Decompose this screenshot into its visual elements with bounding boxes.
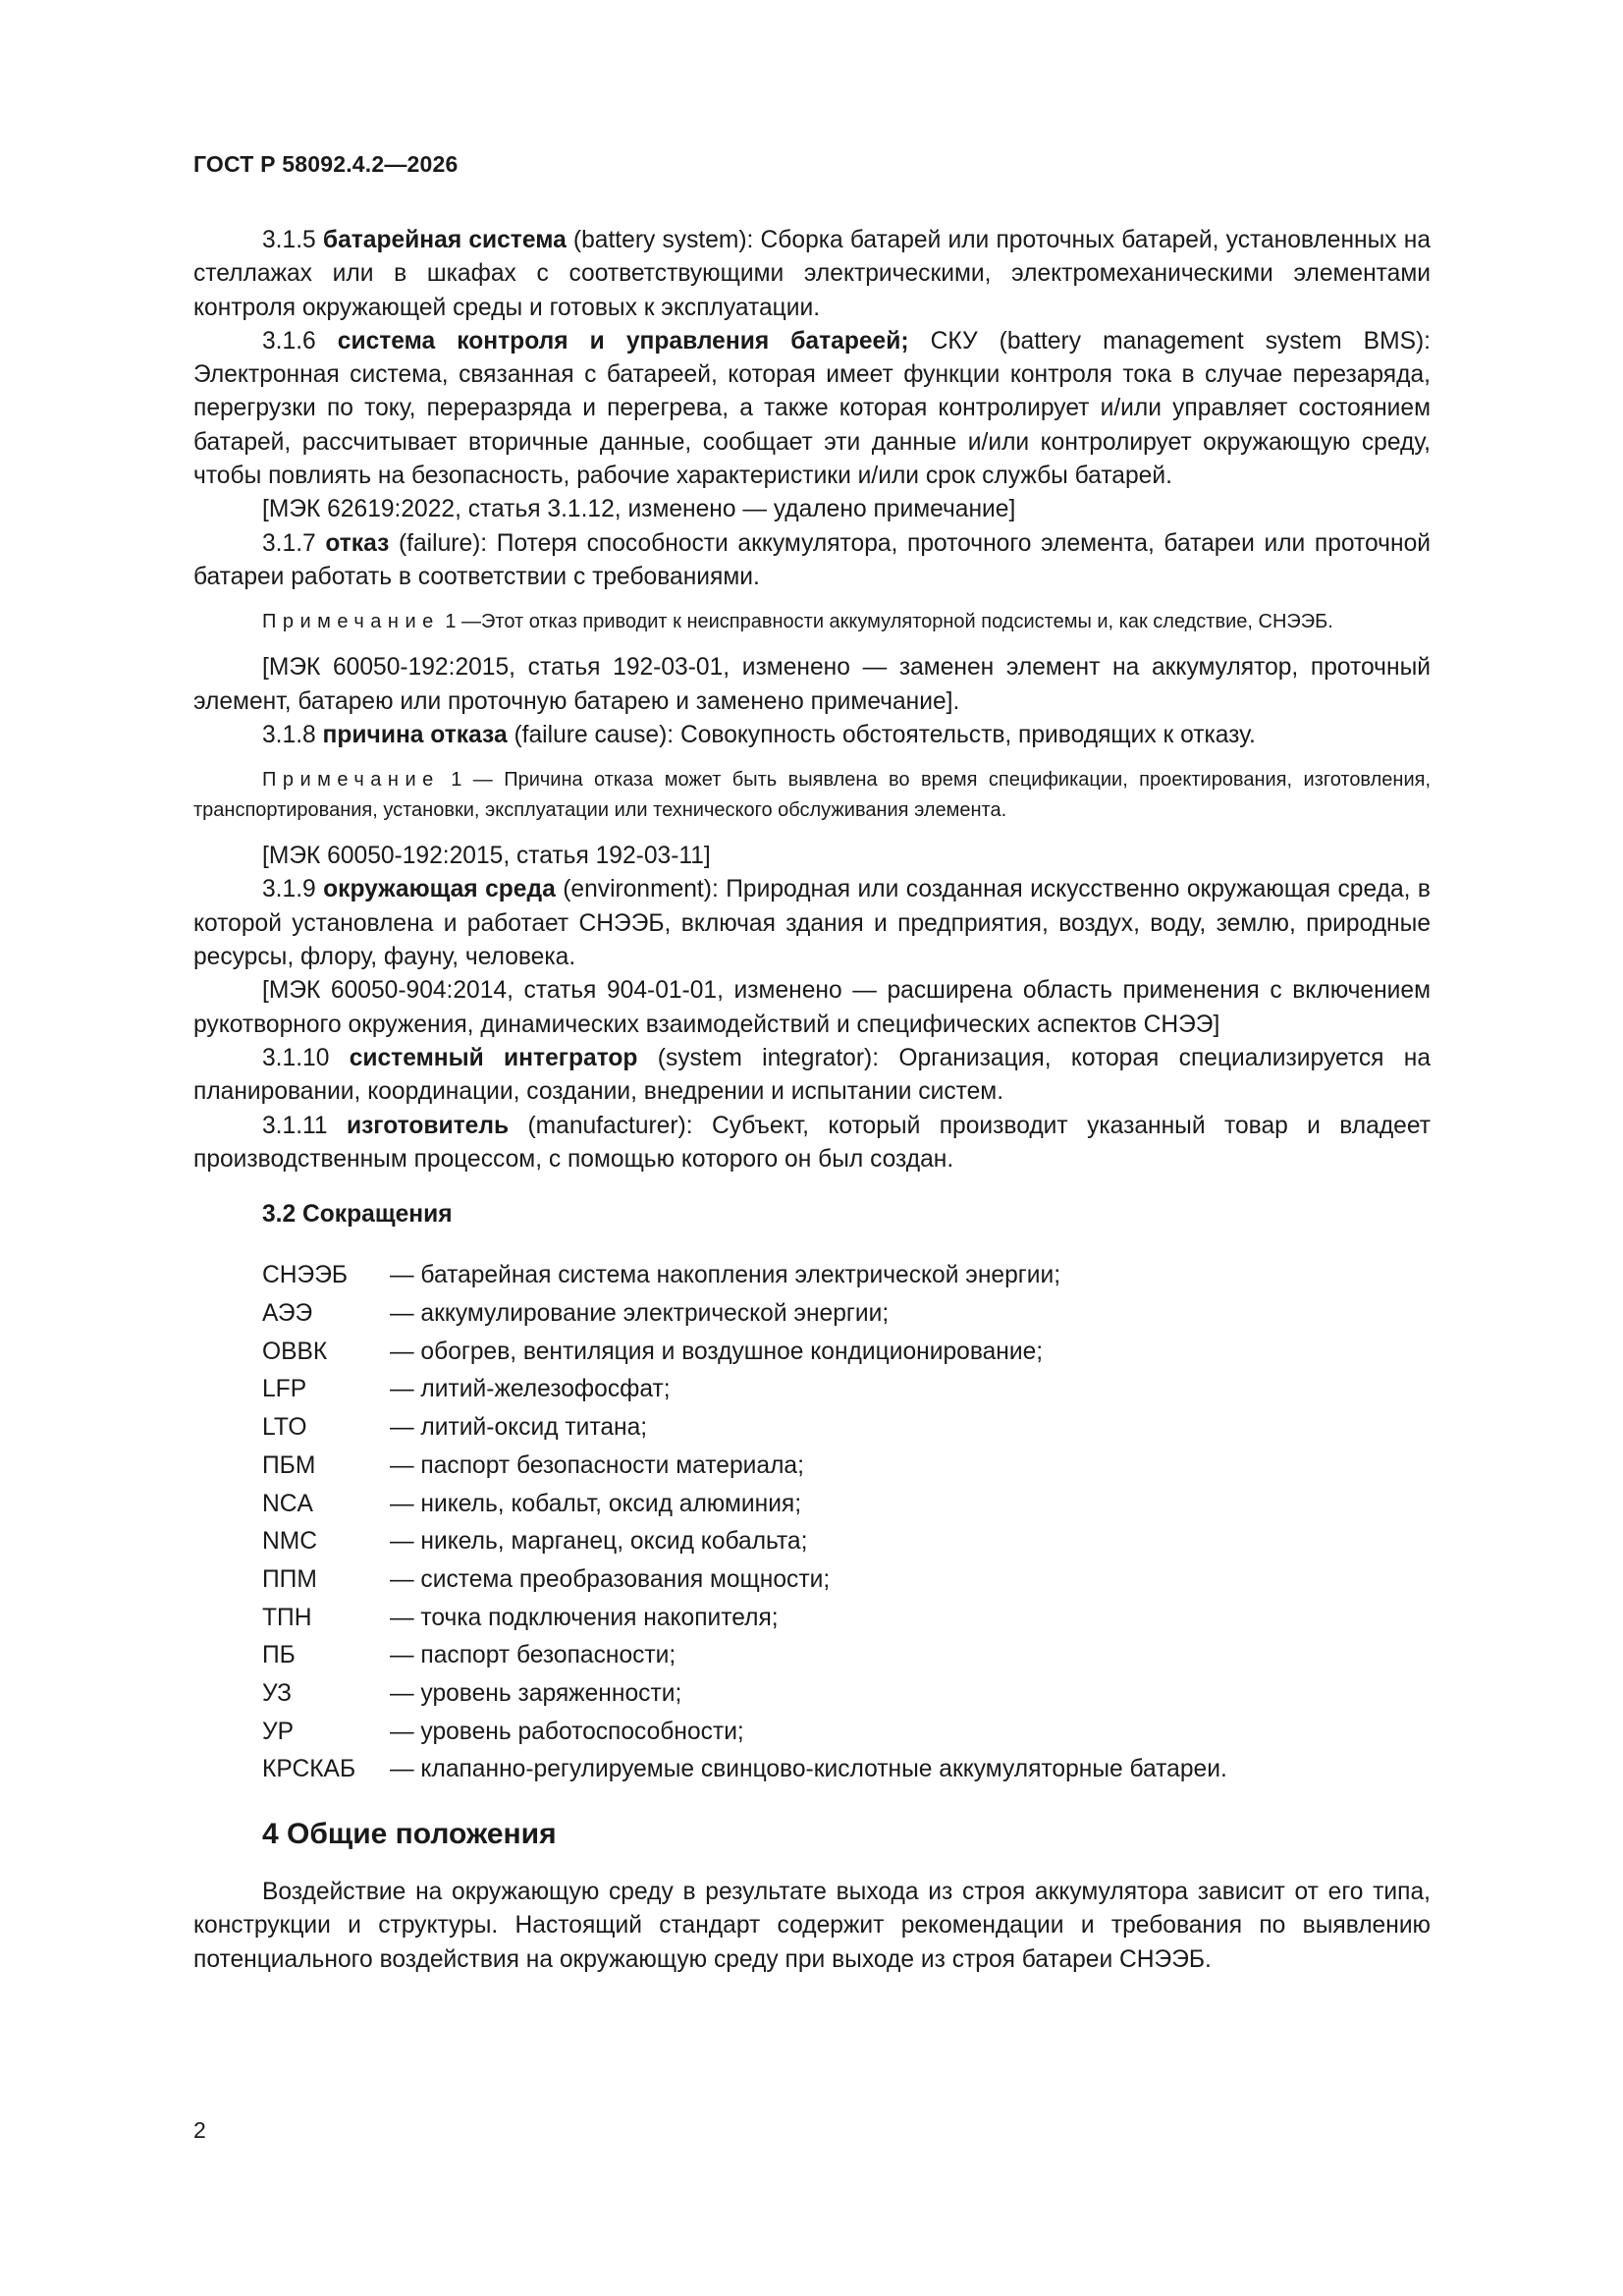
- abbreviations-heading: 3.2 Сокращения: [262, 1201, 453, 1229]
- term-definition: (environment): Природная или созданная искусственно окружающая среда, в которой установлена и работает СНЭЭБ, включая здания и предприятия, воздух, воду, землю, природные ресурсы, флору, фауну, человека.: [193, 876, 1431, 971]
- term-name: причина отказа: [322, 721, 508, 748]
- abbr-definition: — никель, кобальт, оксид алюминия;: [390, 1490, 802, 1517]
- term-definition: (failure): Потеря способности аккумулятора, проточного элемента, батареи или проточной батареи работать в соответствии с требованиями.: [193, 529, 1431, 590]
- list-item: [262, 1409, 1431, 1448]
- document-body: [193, 224, 1431, 1977]
- term-number: 3.1.9: [262, 876, 316, 903]
- term-name: окружающая среда: [323, 876, 556, 903]
- document-header: ГОСТ Р 58092.4.2—2026: [193, 151, 459, 177]
- term-3-1-7: [193, 527, 1431, 595]
- list-item: [262, 1523, 1431, 1561]
- term-source: [МЭК 62619:2022, статья 3.1.12, изменено — удалено примечание]: [262, 496, 1016, 523]
- note-label: Примечание: [262, 769, 440, 792]
- term-number: 3.1.11: [262, 1112, 328, 1139]
- list-item: [262, 1751, 1431, 1789]
- abbreviations-list: [262, 1257, 1431, 1789]
- term-number: 3.1.5: [262, 227, 316, 253]
- list-item: [262, 1675, 1431, 1714]
- abbr-term: УР: [262, 1718, 295, 1745]
- abbr-term: СНЭЭБ: [262, 1262, 349, 1289]
- list-item: [262, 1561, 1431, 1600]
- abbr-term: АЭЭ: [262, 1300, 313, 1328]
- abbr-definition: — обогрев, вентиляция и воздушное кондиционирование;: [390, 1338, 1044, 1365]
- abbr-term: УЗ: [262, 1679, 292, 1707]
- list-item: [262, 1486, 1431, 1524]
- term-definition: СКУ (battery management system BMS): Электронная система, связанная с батареей, которая имеет функции контроля тока в случае перезаряда, перегрузки по току, переразряда и перегрева, а также которая контролирует и/или управляет состоянием батарей, рассчитывает вторичные данные, сообщает эти данные и/или контролирует окружающую среду, чтобы повлиять на безопасность, рабочие характеристики и/или срок службы батарей.: [193, 327, 1431, 490]
- abbr-term: ПБ: [262, 1642, 296, 1669]
- abbr-term: ПБМ: [262, 1451, 316, 1479]
- abbr-term: LTO: [262, 1414, 307, 1442]
- list-item: [262, 1637, 1431, 1675]
- term-number: 3.1.10: [262, 1044, 330, 1071]
- list-item: [262, 1295, 1431, 1334]
- term-name: система контроля и управления батареей;: [337, 327, 909, 355]
- section-title: 4 Общие положения: [262, 1818, 557, 1851]
- page-number: 2: [193, 2117, 206, 2143]
- abbr-term: NCA: [262, 1490, 313, 1517]
- abbr-term: ППМ: [262, 1565, 317, 1593]
- list-item: [262, 1714, 1431, 1752]
- term-number: 3.1.7: [262, 529, 316, 557]
- term-definition: (manufacturer): Субъект, который производит указанный товар и владеет производственным процессом, с помощью которого он был создан.: [193, 1112, 1431, 1173]
- list-item: [262, 1334, 1431, 1372]
- abbr-term: ТПН: [262, 1604, 312, 1631]
- abbr-term: КРСКАБ: [262, 1756, 356, 1783]
- section-paragraph: Воздействие на окружающую среду в результате выхода из строя аккумулятора зависит от его типа, конструкции и структуры. Настоящий стандарт содержит рекомендации и требования по выявлению потенциального воздействия на окружающую среду при выходе из строя батареи СНЭЭБ.: [193, 1879, 1431, 1973]
- term-3-1-6: [193, 325, 1431, 493]
- term-name: батарейная система: [322, 227, 567, 253]
- term-source: [МЭК 60050-192:2015, статья 192-03-11]: [262, 843, 711, 870]
- list-item: [262, 1448, 1431, 1486]
- term-3-1-11: [193, 1110, 1431, 1177]
- list-item: [262, 1257, 1431, 1295]
- term-definition: (system integrator): Организация, которая специализируется на планировании, координации, создании, внедрении и испытании систем.: [193, 1044, 1431, 1106]
- term-3-1-8: [193, 719, 1431, 752]
- abbr-definition: — аккумулирование электрической энергии;: [390, 1300, 890, 1328]
- term-name: отказ: [325, 529, 390, 557]
- abbr-definition: — паспорт безопасности;: [390, 1642, 676, 1669]
- abbr-term: NMC: [262, 1528, 318, 1556]
- abbr-definition: — батарейная система накопления электрической энергии;: [390, 1262, 1061, 1289]
- term-definition: (failure cause): Совокупность обстоятельств, приводящих к отказу.: [507, 721, 1256, 748]
- term-source: [МЭК 60050-904:2014, статья 904-01-01, изменено — расширена область применения с включением рукотворного окружения, динамических взаимодействий и специфических аспектов СНЭЭ]: [193, 977, 1431, 1038]
- abbr-definition: — паспорт безопасности материала;: [390, 1451, 804, 1479]
- abbr-definition: — клапанно-регулируемые свинцово-кислотные аккумуляторные батареи.: [390, 1756, 1227, 1783]
- list-item: [262, 1371, 1431, 1409]
- list-item: [262, 1600, 1431, 1638]
- term-number: 3.1.8: [262, 721, 316, 748]
- abbr-term: ОВВК: [262, 1338, 328, 1365]
- term-source: [МЭК 60050-192:2015, статья 192-03-01, изменено — заменен элемент на аккумулятор, проточный элемент, батарею или проточную батарею и заменено примечание].: [193, 654, 1431, 715]
- term-name: системный интегратор: [349, 1044, 638, 1071]
- term-definition: (battery system): Сборка батарей или проточных батарей, установленных на стеллажах или в шкафах с соответствующими электрическими, электромеханическими элементами контроля окружающей среды и готовых к эксплуатации.: [193, 227, 1432, 321]
- term-number: 3.1.6: [262, 327, 316, 355]
- abbr-definition: — уровень работоспособности;: [390, 1718, 744, 1745]
- abbr-definition: — литий-оксид титана;: [390, 1414, 648, 1442]
- term-3-1-10: [193, 1042, 1431, 1110]
- abbr-term: LFP: [262, 1376, 307, 1403]
- abbr-definition: — уровень заряженности;: [390, 1679, 682, 1707]
- abbr-definition: — система преобразования мощности;: [390, 1565, 831, 1593]
- note-text: 1 — Причина отказа может быть выявлена во время спецификации, проектирования, изготовления, транспортирования, установки, эксплуатации или технического обслуживания элемента.: [193, 769, 1431, 822]
- term-name: изготовитель: [346, 1112, 510, 1139]
- abbr-definition: — литий-железофосфат;: [390, 1376, 671, 1403]
- term-3-1-9: [193, 873, 1431, 974]
- note-text: 1 —Этот отказ приводит к неисправности аккумуляторной подсистемы и, как следствие, СНЭЭБ.: [439, 611, 1333, 633]
- note-label: Примечание: [262, 611, 440, 633]
- term-note: [193, 765, 1431, 826]
- abbr-definition: — точка подключения накопителя;: [390, 1604, 779, 1631]
- abbr-definition: — никель, марганец, оксид кобальта;: [390, 1528, 808, 1556]
- term-note: [193, 607, 1431, 637]
- term-3-1-5: [193, 224, 1431, 325]
